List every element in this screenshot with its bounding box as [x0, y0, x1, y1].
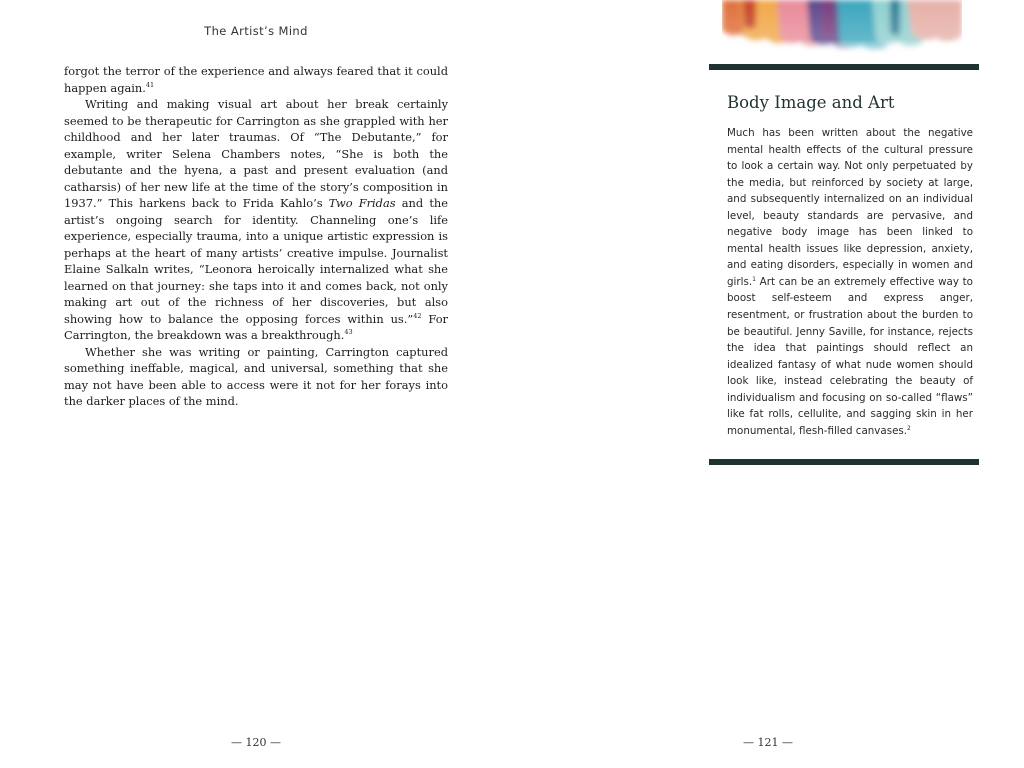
artwork-title-two-fridas: Two Fridas [328, 196, 396, 210]
watercolor-art-band [722, 0, 962, 56]
endnote-ref-41: 41 [145, 80, 155, 89]
endnote-ref-2: 2 [907, 424, 911, 432]
paragraph-2-text-c: For Carrington, the breakdown was a breakthrough. [64, 311, 448, 342]
endnote-ref-1: 1 [752, 275, 756, 283]
paragraph-1 [64, 63, 448, 96]
endnote-ref-42: 42 [413, 311, 422, 320]
sidebar-bottom-rule [709, 459, 979, 465]
right-page [512, 0, 1024, 768]
sidebar-text-a: Much has been written about the negative mental health effects of the cultural pressure to look a certain way. Not only perpetuated by the media, but reinforced by society at large, and subsequently internalized on an individual level, beauty standards are pervasive, and negative body image has been linked to mental health issues like depression, anxiety, and eating disorders, especially in women and girls. [727, 127, 973, 288]
watercolor-illustration [722, 0, 962, 56]
paragraph-2-text-a: Writing and making visual art about her break certainly seemed to be therapeutic for Carrington as she grappled with her childhood and her later traumas. Of “The Debutante,” for example, writer Selena Chambers notes, “She is both the debutante and the hyena, a past and present evaluation (and catharsis) of her new life at the time of the story’s composition in 1937.” This harkens back to Frida Kahlo’s [64, 97, 448, 210]
sidebar-title: Body Image and Art [727, 93, 895, 112]
paragraph-3 [64, 344, 448, 410]
sidebar-text-b: Art can be an extremely effective way to boost self-esteem and express anger, resentment, or frustration about the burden to be beautiful. Jenny Saville, for instance, rejects the idea that paintings should reflect an idealized fantasy of what nude women should look like, instead celebrating the beauty of individualism and focusing on so-called “flaws” like fat rolls, cellulite, and sagging skin in her monumental, flesh-filled canvases. [727, 275, 973, 437]
running-head: The Artist’s Mind [204, 24, 308, 38]
body-text [64, 63, 448, 410]
endnote-ref-43: 43 [344, 328, 353, 336]
paragraph-2 [64, 96, 448, 344]
paragraph-3-text: Whether she was writing or painting, Carrington captured something ineffable, magical, and universal, something that she may not have been able to access were it not for her forays into the darker places of the mind. [64, 344, 448, 408]
page-number-right: — 121 — [743, 736, 793, 749]
paragraph-1-text: forgot the terror of the experience and always feared that it could happen again. [64, 64, 448, 95]
sidebar-text [727, 125, 973, 439]
sidebar-top-rule [709, 64, 979, 70]
paragraph-2-text-b: and the artist’s ongoing search for identity. Channeling one’s life experience, especially trauma, into a unique artistic expression is perhaps at the heart of many artists’ creative impulse. Journalist Elaine Salkaln writes, “Leonora heroically internalized what she learned on that journey: she taps into it and comes back, not only making art out of the richness of her discoveries, but also showing how to balance the opposing forces within us.” [64, 196, 448, 326]
page-number-left: — 120 — [231, 736, 281, 749]
